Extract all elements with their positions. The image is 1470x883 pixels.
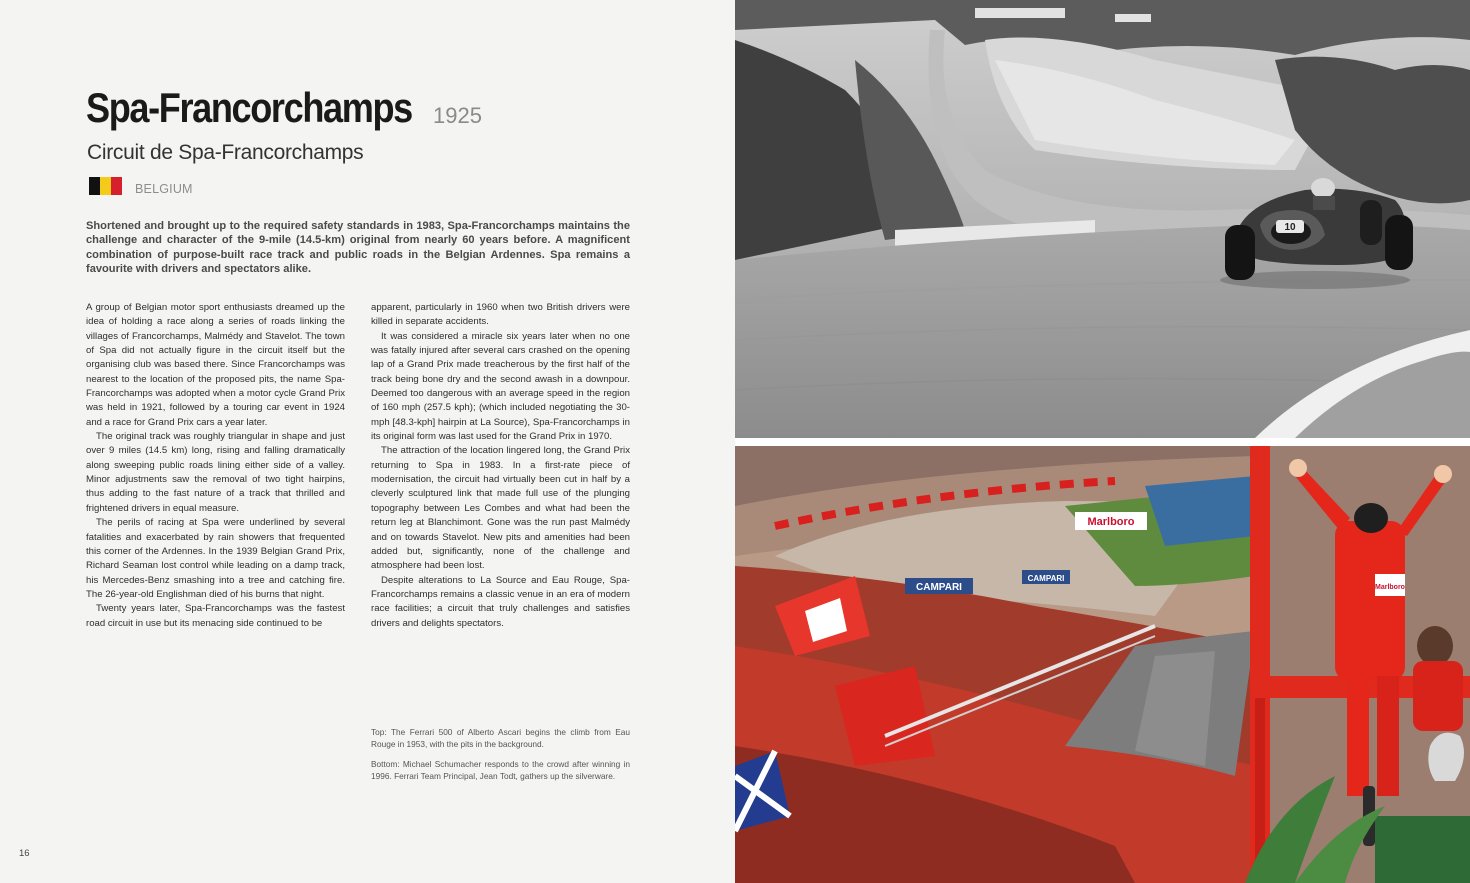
body-paragraph: Despite alterations to La Source and Eau Rouge, Spa-Francorchamps remains a classic venue in an era of modern race facilities; a circuit that truly challenges and satisfies drivers and delights spectators. [371, 574, 630, 629]
opening-year: 1925 [433, 103, 482, 128]
color-photo-illustration [735, 446, 1470, 883]
body-paragraph: apparent, particularly in 1960 when two British drivers were killed in separate accidents. [371, 302, 630, 328]
body-paragraph: The perils of racing at Spa were underlined by several fatalities and exacerbated by rain showers that frequented this corner of the Ardennes. In the 1939 Belgian Grand Prix, Richard Seaman lost control while leading on a damp track, his Mercedes-Benz smashing into a tree and catching fire. The 26-year-old Englishman died of his burns that night. [86, 517, 345, 600]
body-paragraph: The original track was roughly triangular in shape and just over 9 miles (14.5 km) long, rising and falling dramatically along sweeping public roads lining either side of a valley. Minor adjustments saw the removal of two tight hairpins, thus adding to the fast nature of a track that thrilled and frightened drivers in equal measure. [86, 431, 345, 514]
page-title: Spa-Francorchamps [86, 84, 412, 131]
title-row [86, 84, 465, 132]
driver-helmet [1311, 178, 1335, 198]
flag-stripe-red [111, 177, 122, 195]
body-paragraph: The attraction of the location lingered long, the Grand Prix returning to Spa in 1983. In a first-rate piece of modernisation, the circuit had virtually been cut in half by a cleverly sculptured link that made full use of the plunging topography between Les Combes and what had been the return leg at Blanchimont. Gone was the run past Malmédy and on towards Stavelot. New pits and amenities had been added but, significantly, none of the challenge and atmosphere had been lost. [371, 445, 630, 572]
bw-photo-illustration [735, 0, 1470, 438]
photo-ascari-ferrari-1953 [735, 0, 1470, 438]
caption-top: Top: The Ferrari 500 of Alberto Ascari begins the climb from Eau Rouge in 1953, with the pits in the background. [371, 727, 630, 749]
sponsor-label: CAMPARI [1027, 574, 1065, 583]
suit-sponsor-label: Marlboro [1375, 584, 1405, 591]
belgium-flag-icon [89, 177, 122, 195]
country-label: BELGIUM [135, 182, 193, 196]
body-paragraph: It was considered a miracle six years later when no one was fatally injured after several cars crashed on the opening lap of a Grand Prix made treacherous by the first half of the track being bone dry and the second awash in a downpour. Deemed too dangerous with an average speed in the region of 160 mph (257.5 kph); (which included negotiating the 30-mph [48.3-kph] hairpin at La Source), Spa-Francorchamps in its original form was last used for the Grand Prix in 1970. [371, 330, 630, 443]
sponsor-label: Marlboro [1087, 516, 1135, 528]
body-column-left [86, 301, 345, 631]
photo-schumacher-podium-1996 [735, 446, 1470, 883]
intro-paragraph: Shortened and brought up to the required safety standards in 1983, Spa-Francorchamps maintains the challenge and character of the 9-mile (14.5-km) original from nearly 60 years before. A magnificent combination of purpose-built race track and public roads in the Belgian Ardennes. Spa remains a favourite with drivers and spectators alike. [86, 220, 630, 276]
body-paragraph: A group of Belgian motor sport enthusiasts dreamed up the idea of holding a race along a series of roads linking the villages of Francorchamps, Malmédy and Stavelot. The town of Spa did not actually figure in the circuit itself but the organising club was based there. Since Francorchamps was nearest to the location of the proposed pits, the name Spa-Francorchamps was adopted when a motor cycle Grand Prix was held in 1921, followed by a touring car event in 1924 and a race for Grand Prix cars a year later. [86, 302, 345, 428]
photo-captions [371, 727, 630, 791]
body-paragraph: Twenty years later, Spa-Francorchamps was the fastest road circuit in use but its menacing side continued to be [86, 603, 345, 629]
sponsor-label: CAMPARI [916, 582, 962, 593]
circuit-subtitle: Circuit de Spa-Francorchamps [87, 141, 364, 164]
car-number-label: 10 [1284, 222, 1296, 233]
caption-bottom: Bottom: Michael Schumacher responds to the crowd after winning in 1996. Ferrari Team Principal, Jean Todt, gathers up the silverware. [371, 759, 630, 781]
flag-stripe-yellow [100, 177, 111, 195]
page-number: 16 [19, 848, 30, 859]
flag-stripe-black [89, 177, 100, 195]
body-column-right [371, 301, 630, 631]
